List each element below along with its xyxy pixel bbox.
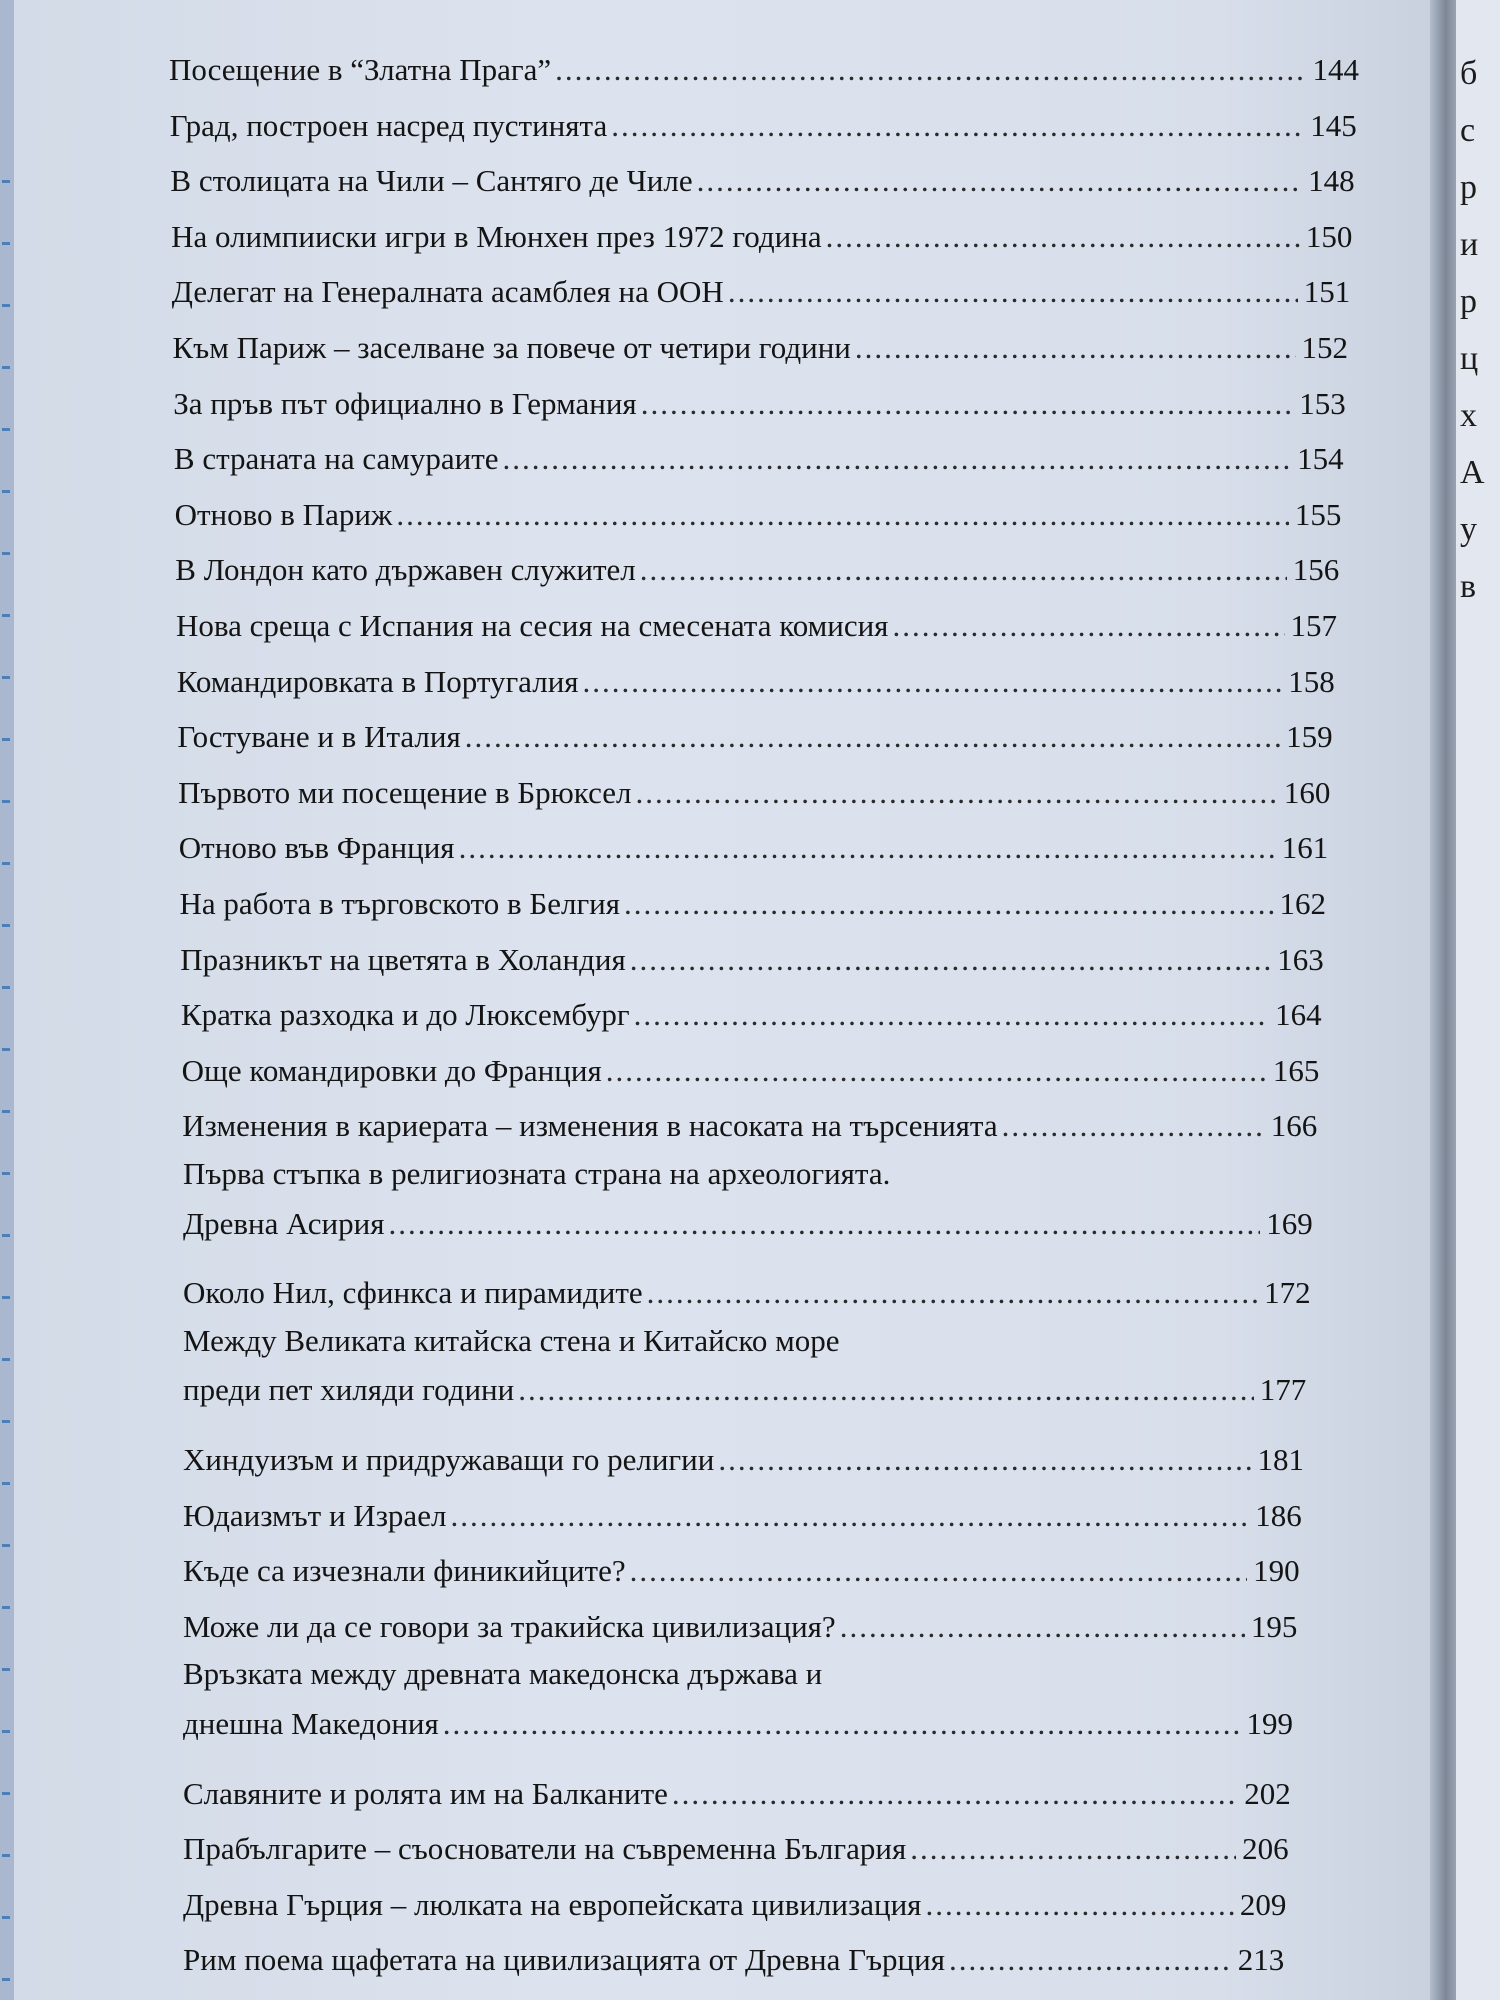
dot-leader (388, 1206, 1260, 1242)
dot-leader (647, 1275, 1258, 1311)
dot-leader (635, 775, 1277, 811)
toc-entry-title-line: Между Великата китайска стена и Китайско море (183, 1322, 840, 1358)
toc-entry[interactable] (180, 886, 1327, 922)
toc-entry-page-number: 145 (1310, 107, 1357, 143)
dot-leader (450, 1498, 1249, 1534)
binding-tick (2, 180, 10, 183)
toc-entry[interactable] (177, 664, 1335, 700)
dot-leader (697, 163, 1302, 199)
binding-tick (2, 1916, 10, 1919)
dot-leader (910, 1831, 1236, 1867)
binding-tick (2, 366, 10, 369)
toc-entry-title: Изменения в кариерата – изменения в насоката на търсенията (182, 1108, 998, 1144)
toc-entry-page-number: 199 (1246, 1706, 1293, 1741)
toc-entry-title: Юдаизмът и Израел (183, 1497, 447, 1533)
toc-entry-title-line: Първа стъпка в религиозната страна на археологията. (183, 1156, 891, 1191)
dot-leader (518, 1372, 1253, 1408)
facing-page-letter: А (1460, 454, 1485, 491)
toc-entry[interactable] (183, 1609, 1297, 1645)
binding-tick (2, 1792, 10, 1795)
toc-entry-title: Древна Асирия (183, 1205, 385, 1241)
book-gutter (1430, 0, 1456, 2000)
toc-entry-title: Първото ми посещение в Брюксел (178, 774, 632, 810)
binding-tick (2, 1668, 10, 1671)
facing-page-letter: б (1460, 55, 1478, 92)
toc-entry-page-number: 152 (1301, 330, 1348, 365)
toc-entry-page-number: 161 (1281, 830, 1329, 866)
toc-entry[interactable] (177, 719, 1332, 755)
binding-tick (2, 490, 10, 493)
binding-tick (2, 1482, 10, 1485)
toc-entry-page-number: 164 (1275, 997, 1322, 1033)
toc-entry-title: Къде са изчезнали финикийците? (183, 1553, 626, 1589)
toc-entry-page-number: 148 (1308, 163, 1355, 199)
toc-entry[interactable] (183, 1776, 1291, 1812)
toc-entry-title: Хиндуизъм и придружаващи го религии (183, 1442, 715, 1477)
toc-page (14, 0, 1430, 2000)
toc-entry[interactable] (171, 219, 1352, 255)
toc-entry[interactable] (178, 775, 1330, 811)
table-of-contents (14, 0, 1430, 2000)
dot-leader (1002, 1108, 1265, 1144)
toc-entry-page-number: 158 (1288, 663, 1335, 699)
toc-entry-page-number: 172 (1264, 1275, 1311, 1311)
toc-entry[interactable] (182, 1108, 1317, 1144)
toc-entry-title: За пръв път официално в Германия (173, 385, 637, 421)
toc-entry-page-number: 162 (1279, 886, 1326, 921)
dot-leader (465, 719, 1280, 755)
toc-entry-title: Отново във Франция (178, 830, 455, 866)
binding-tick (2, 738, 10, 741)
binding-tick (2, 676, 10, 679)
toc-entry[interactable] (183, 1553, 1300, 1589)
toc-entry-title: Командировката в Португалия (176, 663, 579, 699)
toc-entry[interactable] (174, 441, 1344, 477)
dot-leader (630, 942, 1272, 978)
book-binding-edge (0, 0, 15, 2000)
toc-entry[interactable] (180, 942, 1324, 978)
toc-entry-title: Град, построен насред пустинята (169, 107, 608, 143)
binding-tick (2, 1172, 10, 1175)
toc-entry-page-number: 190 (1253, 1553, 1300, 1589)
toc-entry[interactable] (183, 1942, 1284, 1978)
toc-entry-title: В Лондон като държавен служител (175, 552, 636, 588)
toc-entry-title-line: Връзката между древната македонска държава и (183, 1656, 823, 1692)
toc-entry-page-number: 157 (1290, 608, 1337, 643)
toc-entry-page-number: 206 (1242, 1831, 1289, 1867)
toc-entry-page-number: 186 (1255, 1497, 1302, 1533)
toc-entry-page-number: 155 (1294, 496, 1342, 532)
toc-entry-title: Още командировки до Франция (181, 1052, 602, 1088)
facing-page-letter: с (1460, 112, 1476, 149)
facing-page-letter: х (1460, 397, 1477, 434)
toc-entry[interactable] (170, 108, 1357, 144)
toc-entry[interactable] (183, 1442, 1304, 1478)
dot-leader (641, 386, 1294, 422)
toc-entry-title: В столицата на Чили – Сантяго де Чиле (170, 163, 693, 199)
toc-entry[interactable] (182, 1053, 1320, 1089)
dot-leader (949, 1942, 1232, 1978)
toc-entry[interactable] (175, 552, 1339, 588)
toc-entry-page-number: 153 (1299, 385, 1346, 421)
toc-entry-title: Славяните и ролята им на Балканите (183, 1775, 668, 1811)
toc-entry-page-number: 150 (1305, 218, 1353, 254)
facing-page-letter: ц (1460, 340, 1479, 377)
toc-entry-title: Може ли да се говори за тракийска цивилизация? (183, 1608, 836, 1644)
toc-entry-page-number: 156 (1292, 552, 1340, 588)
toc-entry[interactable] (173, 386, 1346, 422)
binding-tick (2, 1544, 10, 1547)
toc-entry-title: Празникът на цветята в Холандия (180, 941, 626, 977)
dot-leader (606, 1053, 1267, 1089)
dot-leader (459, 830, 1276, 866)
toc-entry-page-number: 163 (1277, 941, 1324, 977)
dot-leader (892, 608, 1284, 644)
binding-tick (2, 986, 10, 989)
dot-leader (443, 1706, 1241, 1742)
toc-entry[interactable] (176, 608, 1337, 644)
toc-entry-title: Посещение в “Златна Прага” (169, 52, 552, 87)
dot-leader (555, 52, 1306, 88)
toc-entry-page-number: 166 (1270, 1108, 1318, 1144)
toc-entry-page-number: 159 (1286, 719, 1333, 755)
binding-tick (2, 1110, 10, 1113)
facing-page-letter: и (1460, 226, 1479, 263)
toc-entry-title: преди пет хиляди години (183, 1372, 515, 1408)
dot-leader (826, 219, 1300, 255)
binding-tick (2, 614, 10, 617)
toc-entry-title: В страната на самураите (173, 441, 499, 477)
toc-entry[interactable] (183, 1831, 1289, 1867)
facing-page-edge (1456, 0, 1500, 2000)
toc-entry[interactable] (172, 274, 1350, 310)
binding-tick (2, 924, 10, 927)
toc-entry-page-number: 154 (1297, 441, 1344, 477)
binding-tick (2, 1420, 10, 1423)
binding-tick (2, 1730, 10, 1733)
toc-entry-title: Рим поема щафетата на цивилизацията от Древна Гърция (183, 1942, 945, 1978)
facing-page-letter: в (1460, 568, 1477, 605)
binding-tick (2, 800, 10, 803)
toc-entry-title: На работа в търговското в Белгия (179, 886, 621, 921)
toc-entry-page-number: 169 (1266, 1205, 1313, 1241)
toc-entry-title: днешна Македония (183, 1706, 439, 1741)
toc-entry-page-number: 202 (1244, 1775, 1291, 1811)
dot-leader (728, 274, 1298, 310)
toc-entry-title: Отново в Париж (174, 496, 393, 532)
dot-leader (855, 330, 1296, 366)
toc-entry-title: Делегат на Генералната асамблея на ООН (171, 274, 724, 310)
toc-entry[interactable] (169, 52, 1359, 88)
binding-tick (2, 428, 10, 431)
toc-entry-title: Кратка разходка и до Люксембург (180, 997, 630, 1033)
dot-leader (640, 552, 1287, 588)
binding-tick (2, 1296, 10, 1299)
binding-tick (2, 862, 10, 865)
binding-tick (2, 304, 10, 307)
toc-entry[interactable] (183, 1275, 1311, 1311)
toc-entry-page-number: 144 (1312, 52, 1359, 87)
toc-entry-page-number: 165 (1272, 1052, 1320, 1088)
toc-entry[interactable] (170, 163, 1354, 199)
toc-entry-title: Нова среща с Испания на сесия на смесената комисия (176, 608, 889, 643)
toc-entry[interactable] (183, 1498, 1302, 1534)
toc-entry[interactable] (175, 497, 1342, 533)
binding-tick (2, 1978, 10, 1981)
toc-entry-page-number: 209 (1239, 1886, 1287, 1922)
binding-tick (2, 242, 10, 245)
toc-entry-title: Около Нил, сфинкса и пирамидите (183, 1275, 643, 1311)
dot-leader (624, 886, 1273, 922)
facing-page-letter: р (1460, 283, 1477, 320)
toc-entry-page-number: 151 (1303, 274, 1351, 310)
facing-page-letter: у (1460, 511, 1477, 548)
binding-tick (2, 1358, 10, 1361)
dot-leader (925, 1887, 1233, 1923)
dot-leader (396, 497, 1289, 533)
toc-entry[interactable] (173, 330, 1349, 366)
toc-entry-page-number: 177 (1259, 1372, 1307, 1408)
dot-leader (718, 1442, 1251, 1478)
dot-leader (840, 1609, 1245, 1645)
binding-tick (2, 552, 10, 555)
toc-entry-page-number: 160 (1283, 774, 1331, 810)
dot-leader (634, 997, 1269, 1033)
toc-entry[interactable] (183, 1887, 1286, 1923)
toc-entry-title: Прабългарите – съоснователи на съвременна България (183, 1831, 907, 1867)
dot-leader (583, 664, 1283, 700)
binding-tick (2, 1048, 10, 1051)
toc-entry-page-number: 213 (1237, 1942, 1285, 1978)
toc-entry-page-number: 195 (1250, 1608, 1298, 1644)
toc-entry[interactable] (183, 1206, 1313, 1242)
toc-entry[interactable] (181, 997, 1322, 1033)
toc-entry-title: На олимпииски игри в Мюнхен през 1972 година (171, 218, 822, 254)
toc-entry[interactable] (179, 830, 1328, 866)
toc-entry-page-number: 181 (1257, 1442, 1304, 1477)
toc-entry[interactable] (183, 1372, 1306, 1408)
dot-leader (630, 1553, 1247, 1589)
facing-page-letter: р (1460, 169, 1477, 206)
dot-leader (672, 1776, 1238, 1812)
toc-entry-title: Гостуване и в Италия (177, 719, 461, 755)
binding-tick (2, 1606, 10, 1609)
toc-entry-title: Към Париж – заселване за повече от четири години (172, 330, 851, 365)
toc-entry[interactable] (183, 1706, 1293, 1742)
dot-leader (503, 441, 1292, 477)
toc-entry-title: Древна Гърция – люлката на европейската цивилизация (183, 1886, 922, 1922)
binding-tick (2, 1234, 10, 1237)
binding-tick (2, 1854, 10, 1857)
dot-leader (611, 108, 1304, 144)
